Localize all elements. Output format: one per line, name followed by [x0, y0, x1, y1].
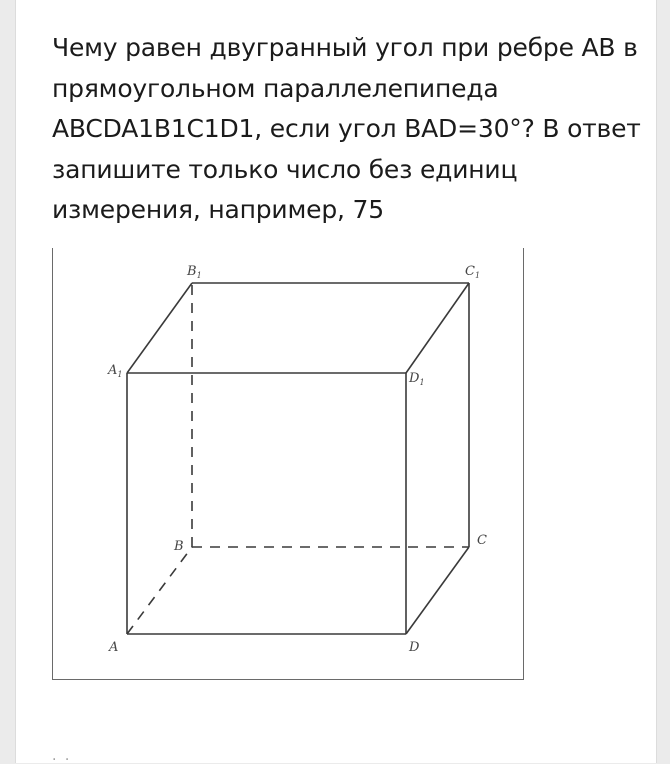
vertex-label-D: D [409, 640, 420, 655]
vertex-label-A: A [109, 640, 119, 655]
parallelepiped-figure [52, 248, 524, 680]
more-indicator: . . [52, 748, 72, 764]
vertex-label-B1: $B_1$ [187, 264, 202, 280]
edge-D1-C1 [406, 283, 469, 373]
parallelepiped-diagram [53, 248, 525, 680]
edge-A1-B1 [127, 283, 192, 373]
vertex-label-C1: $C_1$ [465, 264, 481, 280]
vertex-label-A1: $A_1$ [108, 363, 123, 379]
question-card [15, 0, 657, 763]
edge-D-C [406, 547, 469, 634]
question-text: Чему равен двугранный угол при ребре AB в прямоугольном параллелепипеда ABCDA1B1C1D1, если угол BAD=30°? В ответ запишите только число без единиц измерения, например, 75 [52, 33, 641, 224]
edge-A-B-hidden [127, 547, 192, 634]
vertex-label-B: B [174, 539, 184, 554]
vertex-label-C: C [477, 533, 487, 548]
vertex-label-D1: $D_1$ [409, 371, 425, 387]
